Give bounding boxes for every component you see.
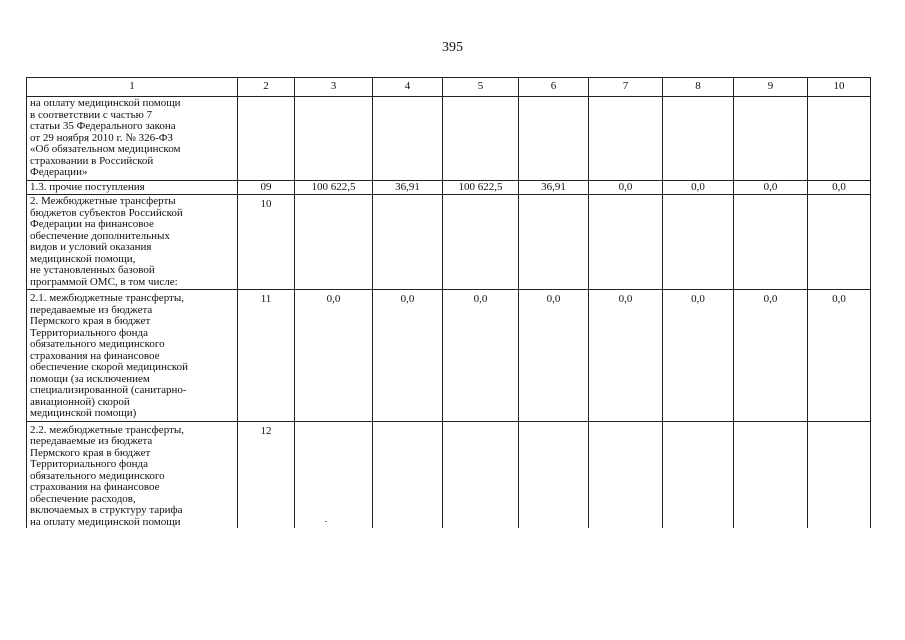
value-cell bbox=[443, 97, 519, 181]
row-code-cell: 10 bbox=[238, 195, 295, 290]
value-cell: 0,0 bbox=[808, 180, 871, 195]
row-name-line: 2.2. межбюджетные трансферты, bbox=[30, 423, 184, 436]
row-name-line: Федерации» bbox=[30, 166, 88, 178]
row-code-cell: 09 bbox=[238, 180, 295, 195]
row-name-line: медицинской помощи, bbox=[30, 252, 136, 265]
row-code-cell: 11 bbox=[238, 290, 295, 422]
row-name-line: авиационной) скорой bbox=[30, 395, 130, 408]
value-cell bbox=[663, 421, 734, 528]
row-name-cell bbox=[27, 421, 238, 528]
row-name-line: медицинской помощи) bbox=[30, 407, 137, 419]
row-name-line: Пермского края в бюджет bbox=[30, 446, 151, 459]
row-name-line: страховании в Российской bbox=[30, 154, 154, 167]
row-name-cell bbox=[27, 97, 238, 181]
value-cell bbox=[373, 97, 443, 181]
value-cell bbox=[734, 195, 808, 290]
column-header: 5 bbox=[443, 78, 519, 97]
row-name-line: страхования на финансовое bbox=[30, 349, 160, 362]
table-row bbox=[27, 290, 871, 422]
value-cell bbox=[373, 421, 443, 528]
value-cell bbox=[519, 97, 589, 181]
row-name-line: 1.3. прочие поступления bbox=[30, 180, 145, 193]
value-cell: 0,0 bbox=[373, 290, 443, 422]
value-cell: 0,0 bbox=[589, 180, 663, 195]
row-name-line: «Об обязательном медицинском bbox=[30, 143, 181, 155]
table-row bbox=[27, 421, 871, 528]
row-name-line: 2. Межбюджетные трансферты bbox=[30, 195, 176, 207]
value-cell: 100 622,5 bbox=[443, 180, 519, 195]
row-name-line: обязательного медицинского bbox=[30, 338, 165, 350]
table-row bbox=[27, 195, 871, 290]
row-name-line: Территориального фонда bbox=[30, 326, 148, 339]
row-name-line: включаемых в структуру тарифа bbox=[30, 504, 183, 516]
row-name-line: обеспечение дополнительных bbox=[30, 229, 170, 242]
row-name-line: передаваемые из бюджета bbox=[30, 303, 153, 316]
value-cell bbox=[663, 97, 734, 181]
row-name-line: 2.1. межбюджетные трансферты, bbox=[30, 292, 184, 304]
value-cell bbox=[734, 421, 808, 528]
value-cell bbox=[295, 97, 373, 181]
value-cell bbox=[443, 421, 519, 528]
row-name-line: обязательного медицинского bbox=[30, 469, 165, 482]
row-name-line: Пермского края в бюджет bbox=[30, 315, 151, 327]
row-name-line: на оплату медицинской помощи bbox=[30, 515, 181, 528]
value-cell bbox=[295, 421, 373, 528]
value-cell: 0,0 bbox=[589, 290, 663, 422]
row-name-line: программой ОМС, в том числе: bbox=[30, 275, 178, 288]
table-row bbox=[27, 97, 871, 181]
row-name-line: обеспечение расходов, bbox=[30, 492, 136, 505]
column-header: 4 bbox=[373, 78, 443, 97]
value-cell bbox=[589, 421, 663, 528]
column-header: 6 bbox=[519, 78, 589, 97]
page-number: 395 bbox=[442, 40, 463, 55]
value-cell bbox=[589, 195, 663, 290]
value-cell: 36,91 bbox=[373, 180, 443, 195]
row-name-line: страхования на финансовое bbox=[30, 481, 160, 493]
value-cell bbox=[663, 195, 734, 290]
column-header: 10 bbox=[808, 78, 871, 97]
value-cell: 100 622,5 bbox=[295, 180, 373, 195]
value-cell: 36,91 bbox=[519, 180, 589, 195]
row-name-line: Федерации на финансовое bbox=[30, 218, 154, 230]
row-name-cell bbox=[27, 290, 238, 422]
value-cell bbox=[295, 195, 373, 290]
value-cell bbox=[443, 195, 519, 290]
value-cell: 0,0 bbox=[808, 290, 871, 422]
column-header: 2 bbox=[238, 78, 295, 97]
row-name-line: от 29 ноября 2010 г. № 326-ФЗ bbox=[30, 131, 173, 144]
value-cell bbox=[808, 97, 871, 181]
column-header: 9 bbox=[734, 78, 808, 97]
row-name-line: в соответствии с частью 7 bbox=[30, 108, 153, 121]
table-header-row bbox=[27, 78, 871, 97]
value-cell bbox=[519, 195, 589, 290]
scan-speck bbox=[325, 521, 327, 522]
row-name-line: помощи (за исключением bbox=[30, 372, 150, 385]
value-cell bbox=[373, 195, 443, 290]
row-name-line: Территориального фонда bbox=[30, 458, 148, 470]
value-cell bbox=[519, 421, 589, 528]
column-header: 3 bbox=[295, 78, 373, 97]
value-cell: 0,0 bbox=[734, 290, 808, 422]
column-header: 7 bbox=[589, 78, 663, 97]
row-name-line: бюджетов субъектов Российской bbox=[30, 206, 183, 219]
value-cell: 0,0 bbox=[734, 180, 808, 195]
row-name-line: обеспечение скорой медицинской bbox=[30, 361, 189, 373]
table-row bbox=[27, 180, 871, 195]
row-name-line: видов и условий оказания bbox=[30, 241, 152, 253]
value-cell: 0,0 bbox=[519, 290, 589, 422]
row-name-line: на оплату медицинской помощи bbox=[30, 97, 181, 109]
row-name-line: не установленных базовой bbox=[30, 264, 155, 276]
value-cell bbox=[734, 97, 808, 181]
value-cell: 0,0 bbox=[663, 290, 734, 422]
row-name-line: передаваемые из бюджета bbox=[30, 435, 153, 447]
row-name-cell bbox=[27, 195, 238, 290]
row-name-line: статьи 35 Федерального закона bbox=[30, 120, 176, 132]
row-name-cell bbox=[27, 180, 238, 195]
value-cell: 0,0 bbox=[663, 180, 734, 195]
value-cell bbox=[808, 195, 871, 290]
row-code-cell: 12 bbox=[238, 421, 295, 528]
value-cell: 0,0 bbox=[295, 290, 373, 422]
value-cell bbox=[589, 97, 663, 181]
row-name-line: специализированной (санитарно- bbox=[30, 384, 187, 396]
row-code-cell bbox=[238, 97, 295, 181]
report-table bbox=[26, 77, 871, 528]
value-cell: 0,0 bbox=[443, 290, 519, 422]
value-cell bbox=[808, 421, 871, 528]
column-header: 1 bbox=[27, 78, 238, 97]
column-header: 8 bbox=[663, 78, 734, 97]
